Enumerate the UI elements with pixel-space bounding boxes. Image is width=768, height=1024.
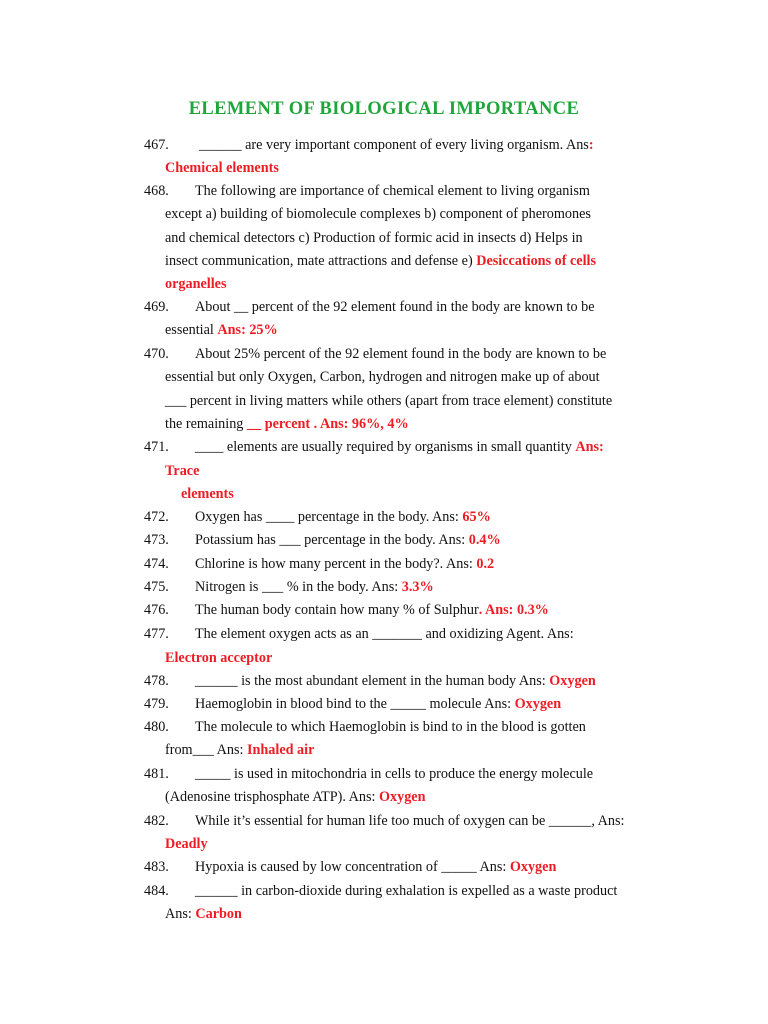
question-text: the remaining __ percent . Ans: 96%, 4%	[165, 416, 409, 432]
answer-text: Oxygen	[549, 673, 596, 689]
question-text: _____ is used in mitochondria in cells to produce the energy molecule	[195, 766, 594, 782]
answer-text: organelles	[165, 276, 227, 292]
question-text: essential but only Oxygen, Carbon, hydrogen and nitrogen make up of about	[165, 369, 600, 385]
question-text: from___ Ans: Inhaled air	[165, 742, 315, 758]
question-text: except a) building of biomolecule complexes b) component of pheromones	[165, 206, 591, 222]
question-text: Oxygen has ____ percentage in the body. Ans: 65%	[195, 509, 491, 525]
question-number: 482.	[144, 813, 169, 829]
question-text: Nitrogen is ___ % in the body. Ans: 3.3%	[195, 579, 434, 595]
question-number: 478.	[144, 673, 169, 689]
question-text: The following are importance of chemical element to living organism	[195, 183, 590, 199]
question-text: ____ elements are usually required by organisms in small quantity Ans:	[195, 439, 604, 455]
answer-text: Oxygen	[514, 696, 562, 712]
question-text: The element oxygen acts as an _______ and oxidizing Agent. Ans:	[195, 626, 574, 642]
question-text: ______ is the most abundant element in the human body Ans: Oxygen	[195, 673, 596, 689]
answer-text: Trace	[165, 463, 200, 479]
answer-text: Inhaled air	[246, 742, 315, 758]
question-number: 469.	[144, 299, 169, 315]
answer-text: 3.3%	[401, 579, 434, 595]
question-number: 470.	[144, 346, 169, 362]
question-text: Ans: Carbon	[165, 906, 242, 922]
question-text: (Adenosine trisphosphate ATP). Ans: Oxygen	[165, 789, 426, 805]
answer-text: Oxygen	[378, 789, 426, 805]
page-title: ELEMENT OF BIOLOGICAL IMPORTANCE	[188, 99, 580, 119]
question-number: 473.	[144, 532, 169, 548]
answer-text: Oxygen	[509, 859, 557, 875]
question-text: ______ in carbon-dioxide during exhalation is expelled as a waste product	[195, 883, 618, 899]
answer-text: 65%	[462, 509, 491, 525]
question-text: Potassium has ___ percentage in the body. Ans: 0.4%	[195, 532, 501, 548]
question-text: and chemical detectors c) Production of formic acid in insects d) Helps in	[165, 230, 583, 246]
question-text: Chlorine is how many percent in the body?. Ans: 0.2	[195, 556, 495, 572]
question-text: insect communication, mate attractions and defense e) Desiccations of cells	[165, 253, 596, 269]
question-number: 481.	[144, 766, 169, 782]
question-text: ___ percent in living matters while others (apart from trace element) constitute	[165, 393, 613, 409]
question-number: 467.	[144, 137, 169, 153]
question-text: About 25% percent of the 92 element found in the body are known to be	[195, 346, 607, 362]
question-number: 475.	[144, 579, 169, 595]
question-number: 477.	[144, 626, 169, 642]
question-text: About __ percent of the 92 element found in the body are known to be	[195, 299, 595, 315]
question-number: 484.	[144, 883, 169, 899]
question-text: The molecule to which Haemoglobin is bind to in the blood is gotten	[195, 719, 586, 735]
answer-text: Desiccations of cells	[476, 253, 596, 269]
answer-text: Ans: 25%	[217, 322, 278, 338]
question-number: 474.	[144, 556, 169, 572]
question-number: 476.	[144, 602, 169, 618]
question-text: While it’s essential for human life too much of oxygen can be ______, Ans:	[195, 813, 625, 829]
question-number: 472.	[144, 509, 169, 525]
answer-text: Electron acceptor	[165, 650, 273, 666]
answer-text: . Ans: 0.3%	[478, 602, 549, 618]
answer-text: elements	[181, 486, 234, 502]
question-text: essential Ans: 25%	[165, 322, 278, 338]
question-text: The human body contain how many % of Sulphur. Ans: 0.3%	[195, 602, 549, 618]
question-number: 471.	[144, 439, 169, 455]
answer-text: 0.2	[476, 556, 495, 572]
question-number: 480.	[144, 719, 169, 735]
answer-text: __ percent . Ans: 96%, 4%	[246, 416, 409, 432]
question-number: 479.	[144, 696, 169, 712]
question-text: Hypoxia is caused by low concentration of _____ Ans: Oxygen	[195, 859, 557, 875]
question-number: 483.	[144, 859, 169, 875]
answer-text: Carbon	[195, 906, 242, 922]
answer-text: Chemical elements	[165, 160, 279, 176]
question-text: Haemoglobin in blood bind to the _____ molecule Ans: Oxygen	[195, 696, 562, 712]
question-number: 468.	[144, 183, 169, 199]
answer-text: 0.4%	[468, 532, 501, 548]
answer-text: Deadly	[165, 836, 208, 852]
question-text: ______ are very important component of every living organism. Ans:	[199, 137, 594, 153]
